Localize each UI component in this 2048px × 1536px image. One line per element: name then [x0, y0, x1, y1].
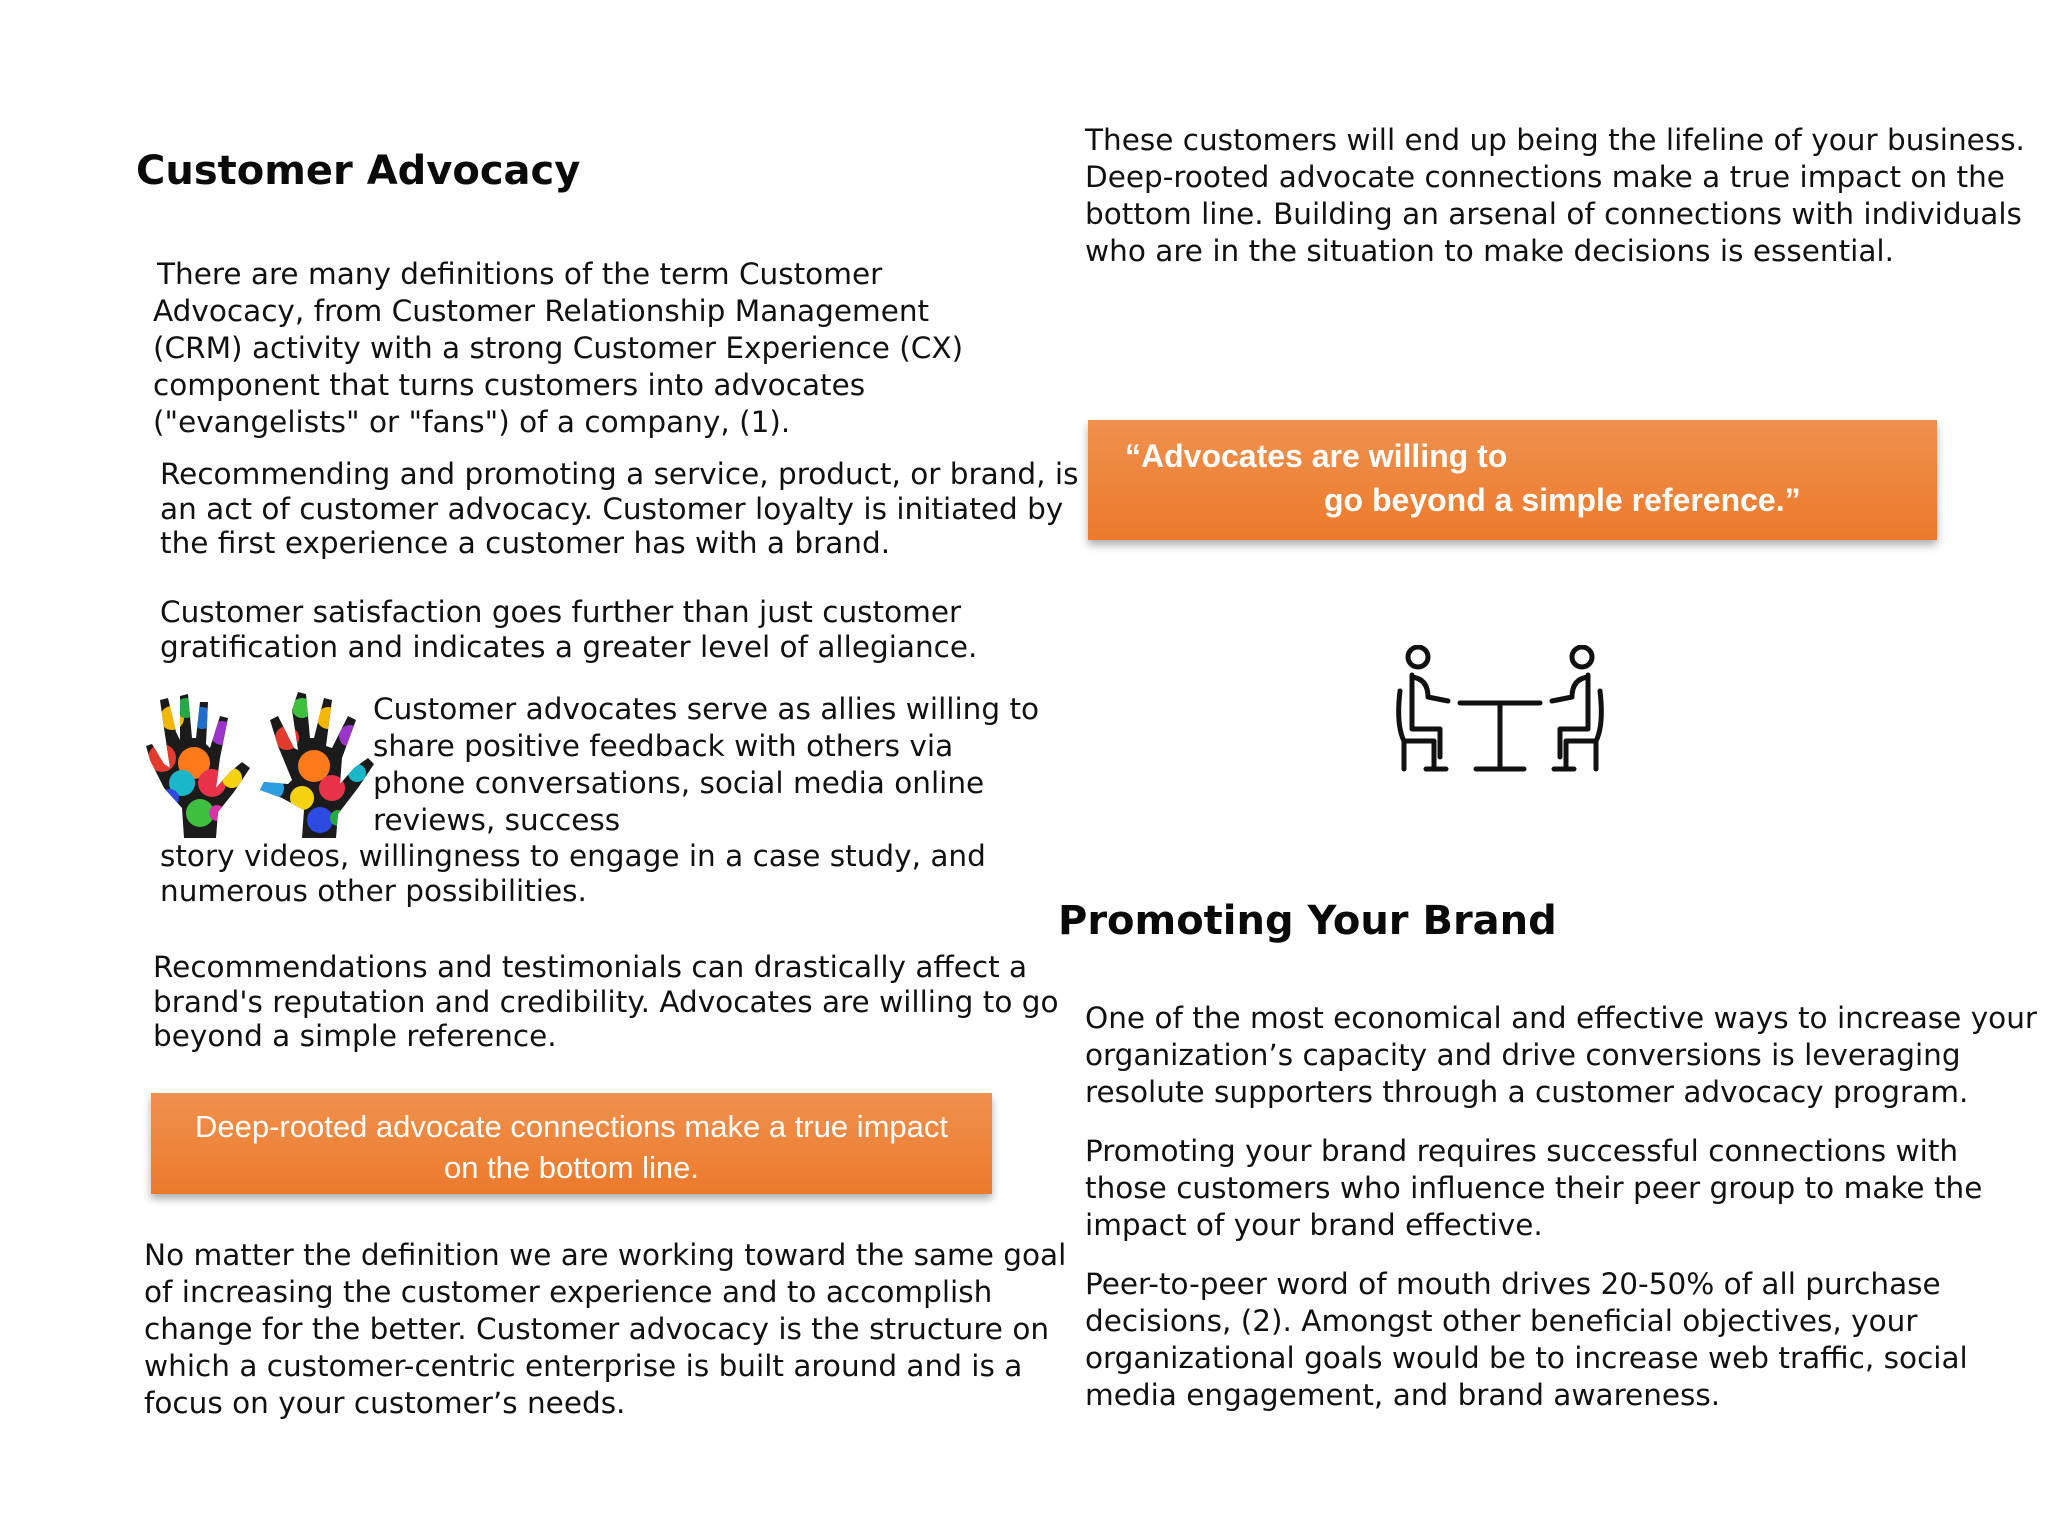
- intro-paragraph: [153, 256, 963, 441]
- promoting-brand-heading: Promoting Your Brand: [1058, 898, 1557, 944]
- text-line: Recommending and promoting a service, product, or brand, is: [160, 457, 1079, 491]
- text-line: bottom line. Building an arsenal of connections with individuals: [1085, 197, 2022, 231]
- callout-line: Deep-rooted advocate connections make a true impact: [194, 1109, 949, 1144]
- customer-advocacy-heading: Customer Advocacy: [136, 148, 581, 194]
- text-line: organization’s capacity and drive conversions is leveraging: [1085, 1038, 1961, 1072]
- text-line: These customers will end up being the lifeline of your business.: [1085, 123, 2025, 157]
- text-line: focus on your customer’s needs.: [144, 1386, 626, 1420]
- text-line: Promoting your brand requires successful connections with: [1085, 1134, 1959, 1168]
- text-line: which a customer-centric enterprise is built around and is a: [144, 1349, 1023, 1383]
- text-line: numerous other possibilities.: [160, 873, 587, 908]
- satisfaction-paragraph: [160, 595, 977, 664]
- peer-to-peer-paragraph: [1085, 1266, 1968, 1414]
- text-line: No matter the definition we are working toward the same goal: [144, 1238, 1067, 1272]
- text-line: beyond a simple reference.: [153, 1019, 557, 1053]
- text-line: There are many definitions of the term Customer: [157, 257, 883, 291]
- quote-line: “Advocates are willing to: [1125, 438, 1508, 474]
- callout-line: on the bottom line.: [443, 1150, 700, 1185]
- lifeline-paragraph: [1085, 122, 2025, 270]
- text-line: phone conversations, social media online: [373, 766, 985, 800]
- text-line: who are in the situation to make decisions is essential.: [1085, 234, 1894, 268]
- text-line: organizational goals would be to increase web traffic, social: [1085, 1341, 1968, 1375]
- text-line: share positive feedback with others via: [373, 729, 954, 763]
- text-line: Peer-to-peer word of mouth drives 20-50% of all purchase: [1085, 1267, 1941, 1301]
- text-line: the first experience a customer has with a brand.: [160, 526, 891, 560]
- text-line: Recommendations and testimonials can drastically affect a: [153, 950, 1028, 984]
- text-line: brand's reputation and credibility. Advocates are willing to go: [153, 984, 1059, 1019]
- recommending-paragraph: [160, 457, 1078, 561]
- text-line: component that turns customers into advocates: [153, 368, 866, 402]
- closing-paragraph: [144, 1237, 1066, 1422]
- text-line: resolute supporters through a customer advocacy program.: [1085, 1075, 1969, 1109]
- text-line: story videos, willingness to engage in a case study, and: [160, 839, 986, 873]
- testimonials-paragraph: [153, 950, 1059, 1054]
- text-line: (CRM) activity with a strong Customer Experience (CX): [153, 331, 964, 365]
- text-line: Advocacy, from Customer Relationship Management: [153, 294, 930, 328]
- quote-line: go beyond a simple reference.”: [1324, 482, 1801, 518]
- text-line: media engagement, and brand awareness.: [1085, 1378, 1721, 1412]
- text-line: One of the most economical and effective ways to increase your: [1085, 1001, 2038, 1035]
- advocates-quote-callout: [1088, 420, 1937, 540]
- text-line: change for the better. Customer advocacy is the structure on: [144, 1312, 1050, 1346]
- promoting-paragraph: [1085, 1133, 1982, 1244]
- economical-paragraph: [1085, 1000, 2037, 1111]
- text-line: reviews, success: [373, 803, 621, 837]
- text-line: an act of customer advocacy. Customer loyalty is initiated by: [160, 491, 1064, 526]
- text-line: ("evangelists" or "fans") of a company, (1).: [153, 405, 791, 439]
- text-line: of increasing the customer experience and to accomplish: [144, 1275, 993, 1309]
- text-line: impact of your brand effective.: [1085, 1208, 1543, 1242]
- bottom-line-callout: [151, 1093, 992, 1194]
- colorful-hands-icon: [142, 688, 382, 840]
- text-line: gratification and indicates a greater level of allegiance.: [160, 629, 978, 664]
- text-line: decisions, (2). Amongst other beneficial objectives, your: [1085, 1304, 1918, 1338]
- advocates-paragraph-continued: [160, 839, 986, 908]
- text-line: Deep-rooted advocate connections make a true impact on the: [1085, 160, 2005, 194]
- text-line: Customer satisfaction goes further than just customer: [160, 595, 962, 629]
- text-line: those customers who influence their peer group to make the: [1085, 1171, 1983, 1205]
- advocates-paragraph: [373, 691, 1039, 839]
- text-line: Customer advocates serve as allies willing to: [373, 692, 1040, 726]
- two-people-at-table-icon: [1390, 645, 1610, 780]
